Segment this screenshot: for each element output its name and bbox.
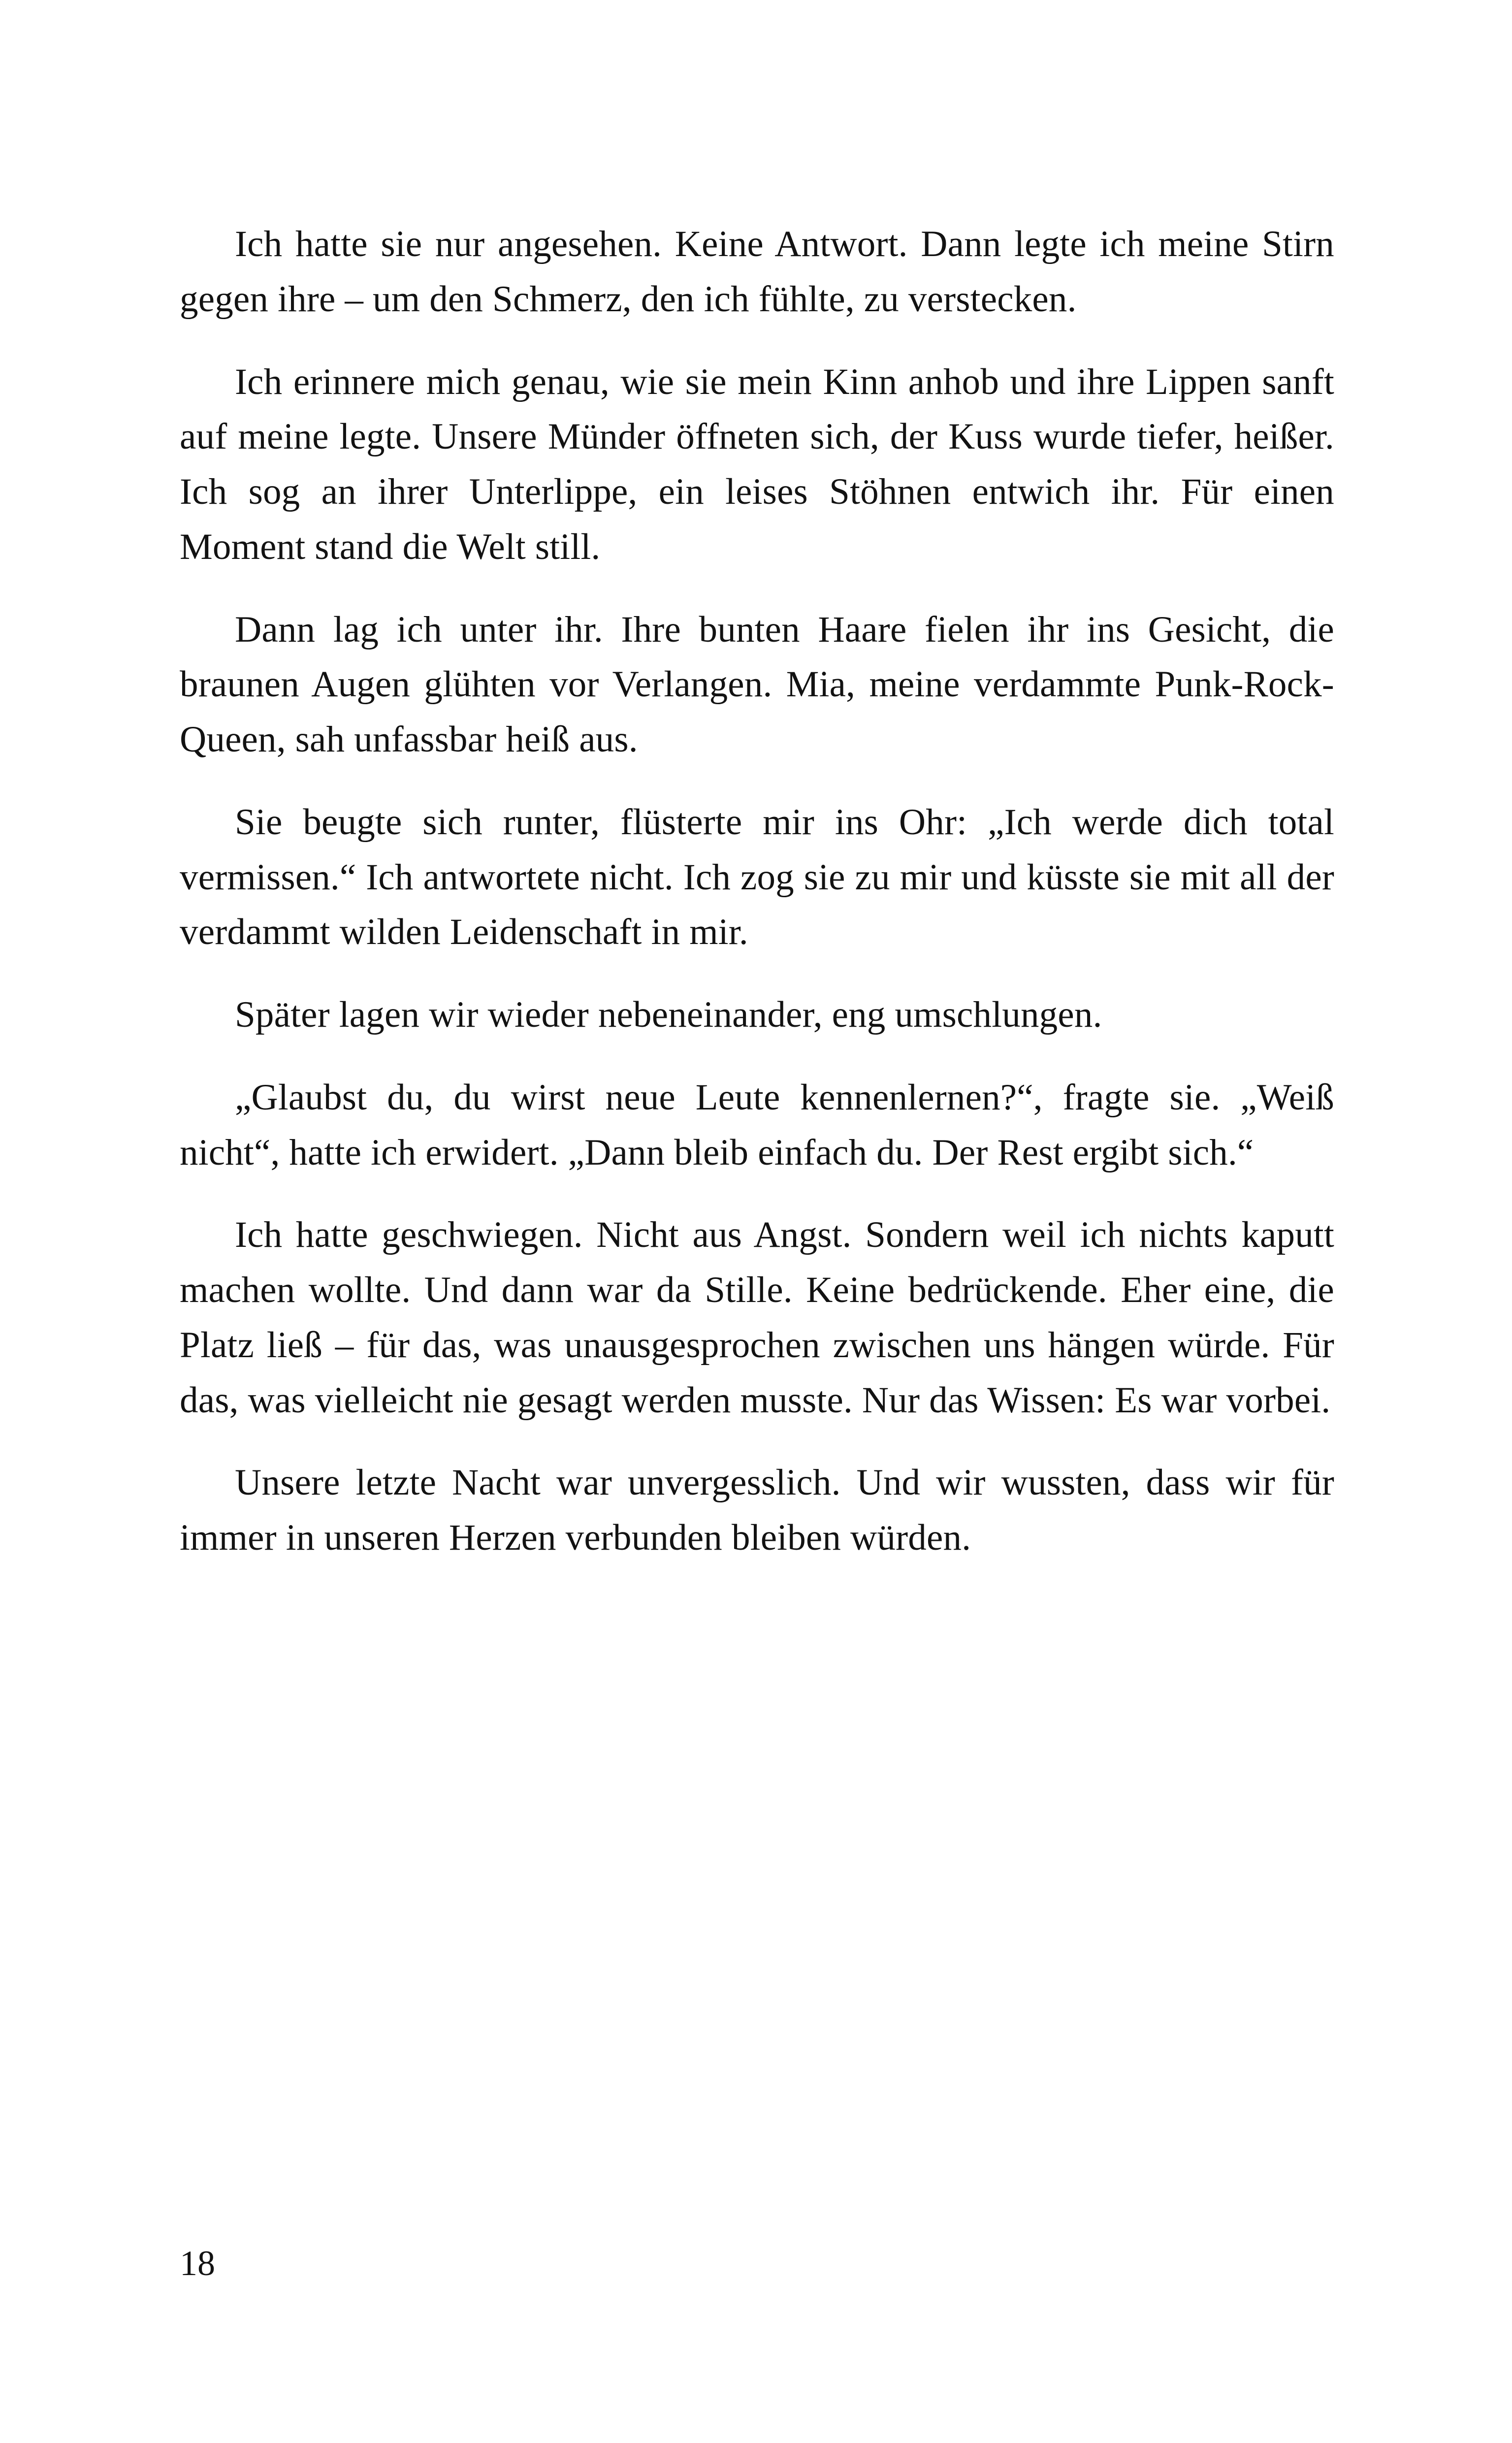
paragraph: „Glaubst du, du wirst neue Leute kennenlernen?“, fragte sie. „Weiß nicht“, hatte ich erwidert. „Dann bleib einfach du. Der Rest ergibt sich.“ <box>180 1076 1334 1173</box>
paragraph: Unsere letzte Nacht war unvergesslich. Und wir wussten, dass wir für immer in unseren Herzen verbunden bleiben würden. <box>180 1462 1334 1558</box>
paragraph: Ich hatte sie nur angesehen. Keine Antwort. Dann legte ich meine Stirn gegen ihre – um den Schmerz, den ich fühlte, zu verstecken. <box>180 224 1334 320</box>
paragraph: Ich erinnere mich genau, wie sie mein Kinn anhob und ihre Lippen sanft auf meine legte. Unsere Münder öffneten sich, der Kuss wurde tiefer, heißer. Ich sog an ihrer Unterlippe, ein leises Stöhnen entwich ihr. Für einen Moment stand die Welt still. <box>180 361 1334 567</box>
paragraph: Dann lag ich unter ihr. Ihre bunten Haare fielen ihr ins Gesicht, die braunen Augen glühten vor Verlangen. Mia, meine verdammte Punk-Rock-Queen, sah unfassbar heiß aus. <box>180 609 1334 760</box>
page-number: 18 <box>180 2244 215 2283</box>
paragraph: Sie beugte sich runter, flüsterte mir ins Ohr: „Ich werde dich total vermissen.“ Ich antwortete nicht. Ich zog sie zu mir und küsste sie mit all der verdammt wilden Leidenschaft in mir. <box>180 801 1334 953</box>
paragraph: Ich hatte geschwiegen. Nicht aus Angst. Sondern weil ich nichts kaputt machen wollte. Und dann war da Stille. Keine bedrückende. Eher eine, die Platz ließ – für das, was unausgesprochen zwischen uns hängen würde. Für das, was vielleicht nie gesagt werden musste. Nur das Wissen: Es war vorbei. <box>180 1214 1334 1421</box>
body-text <box>180 217 1334 1593</box>
paragraph: Später lagen wir wieder nebeneinander, eng umschlungen. <box>235 994 1102 1035</box>
